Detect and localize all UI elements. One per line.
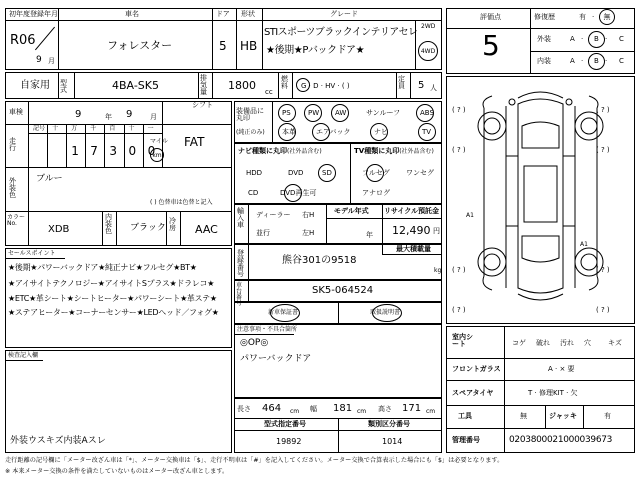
svg-text:( ? ): ( ? ) [596,146,610,154]
right-hand-label: 右H [302,211,315,219]
chassis-value: SK5-064524 [312,285,374,296]
length-label: 長さ [237,405,251,413]
recycle-value: 12,490 [392,224,431,237]
svg-text:( ? ): ( ? ) [452,146,466,154]
mileage-label: 走行 [9,137,16,152]
inspection-month: 9 [126,109,133,120]
navi-item: DVD再生可 [280,189,317,197]
mileage-digit: 0 [147,144,156,158]
grade-letter: C [619,57,624,65]
class-no-label: 類別区分番号 [368,420,410,428]
equipment-item: TV [422,128,432,136]
seat-item: 破れ [536,339,550,347]
car-name: フォレスター [107,39,173,52]
navi-item: HDD [246,169,263,177]
sales-line-1: ★後期★パワーバックドア★純正ナビ★フルセグ★BT★ [8,263,197,272]
drive-4wd-circle: 4WD [418,41,438,61]
interior-color-label: 内装色 [105,213,112,235]
color-no-label: カラー No. [7,214,26,227]
windshield-label: フロントガラス [452,365,501,373]
height-label: 高さ [378,405,392,413]
body-shape: HB [240,39,258,53]
equipment-sublabel: (純正のみ) [236,129,265,136]
mileage-scale-label: 十 [128,125,135,132]
dealer-label: ディーラー [256,211,291,219]
new-car-warranty: 新車保証書 [268,309,299,316]
tv-item: フルセグ [362,169,390,177]
reg-year: R06 [10,33,36,48]
mileage-scale-label: 記号 [33,125,46,132]
color-no: XDB [48,224,70,235]
equipment-item: ABS [420,109,434,117]
repair-label: 修復歴 [534,13,555,21]
mileage-unit-mile: マイル [150,138,168,145]
width-label: 幅 [310,405,317,413]
grade-letter: A [570,35,575,43]
inspector-label: 検査記入欄 [8,352,39,359]
grade-letter: B [594,57,599,65]
spare-label: スペアタイヤ [452,389,494,397]
mileage-digit: 1 [71,144,79,158]
int-label: 内装 [537,57,551,65]
repair-yes: 有 [579,13,586,21]
exterior-label: 外装色 [9,177,16,199]
grade-score: 5 [482,29,500,62]
grade-dot: · [581,35,584,43]
svg-text:( ? ): ( ? ) [596,266,610,274]
mileage-unit-km-circle: km [150,148,164,162]
sales-line-3: ★ETC★革シート★シートヒーター★パワーシート★革ステ★ [8,294,217,303]
inspection-label: 車検 [9,108,23,116]
diagram-mark-a1-right: A1 [580,241,588,248]
type-no: 19892 [276,437,302,446]
model-label: 型式 [60,79,67,94]
grade-letter: A [570,57,575,65]
grade-line1: STIスポーツブラックインテリアセレ [264,27,418,38]
capacity: 5 [418,80,425,91]
mileage-col-divider [85,124,86,167]
footer-line-2: ※ 本来メーター交換の条件を満たしていないものはメーター改ざん車とします。 [5,468,229,475]
recycle-label: リサイクル預託金 [384,207,440,215]
shift-value: FAT [184,135,205,149]
inspection-year: 9 [75,109,82,120]
mileage-scale-label: 一 [147,125,154,132]
length-value: 464 [262,403,282,414]
car-diagram [446,76,635,324]
equipment-item: 本革 [282,128,296,136]
first-reg-label: 初年度登録年月 [9,10,58,18]
interior-color: ブラック [130,223,166,233]
shape-label: 形状 [241,10,255,18]
svg-text:( ? ): ( ? ) [452,106,466,114]
mileage-col-divider [104,124,105,167]
mileage-scale-label: 万 [71,125,78,132]
drive-2wd: 2WD [421,23,436,30]
tv-item: アナログ [362,189,390,197]
length-unit: cm [290,408,300,415]
height-value: 171 [402,403,422,414]
seat-item: キズ [608,339,622,347]
ac-value: AAC [195,223,218,236]
grade-line2: ★後期★Pバックドア★ [266,45,365,56]
inspection-month-unit: 月 [150,113,157,121]
model-code: 4BA-SK5 [112,79,159,92]
tv-item: ワンセグ [406,169,434,177]
max-load-unit: kg [434,267,442,274]
chassis-label: 車台番号 [236,282,243,307]
mgmt-label: 管理番号 [452,436,480,444]
displacement-label: 排気量 [200,74,207,96]
max-load-label: 最大積載量 [396,245,431,253]
reg-month-unit: 月 [48,57,55,65]
navi-title: ナビ種類に丸印(社外品含む) [238,147,322,155]
recycle-unit: 円 [433,227,440,235]
notes-label: 注意事項・不具合箇所 [237,326,298,333]
svg-text:( ? ): ( ? ) [452,306,466,314]
capacity-unit: 人 [430,84,437,92]
class-no: 1014 [382,437,403,446]
ac-label: 冷房 [169,217,176,232]
mgmt-no: 0203800021000039673 [509,435,613,445]
mileage-digit: 0 [128,144,137,158]
mileage-digit: 7 [90,144,98,158]
model-year-value: 年 [366,231,373,239]
grade-score-label: 評価点 [480,13,501,21]
exterior-note: ( ) 色替車は色替と記入 [150,199,213,206]
mileage-scale-label: 千 [90,125,97,132]
parallel-label: 並行 [256,229,270,237]
footer-line-1: 走行距離の記号欄に「メーター改ざん車は「*」、メーター交換車は「$」、走行不明車は「#」を記入してください。メーター交換で合算表示した場合にも「$」は必要となります。 [5,457,504,464]
mileage-col-divider [47,124,48,167]
notes-line-2: パワーバックドア [240,354,312,364]
diagram-mark-a1-left: A1 [466,212,474,219]
tv-title: TV種類に丸印(社外品含む) [354,147,434,155]
seat-item: 汚れ [560,339,574,347]
grade-letter: C [619,35,624,43]
repair-no-circle: 無 [599,9,615,25]
spare-items: T · 修理KIT · 欠 [528,389,578,397]
sales-line-2: ★アイサイトテクノロジー★アイサイトSプラス★ドラレコ★ [8,279,215,288]
jack-label: ジャッキ [549,412,577,420]
inspector-text: 外装ウスキズ内装Aスレ [10,436,106,446]
navi-item: SD [322,169,332,177]
type-no-label: 型式指定番号 [264,420,306,428]
exterior-color: ブルー [36,174,63,184]
tools-value: 無 [520,412,527,420]
grade-dot: · [605,35,608,43]
cc-unit: cc [265,88,273,96]
height-unit: cm [426,408,436,415]
inspection-year-unit: 年 [105,113,112,121]
left-hand-label: 左H [302,229,315,237]
equipment-label: 装備品に丸印 [236,107,264,122]
svg-text:( ? ): ( ? ) [452,266,466,274]
mileage-digit: 3 [109,144,118,158]
car-name-label: 車名 [125,10,139,18]
mileage-col-divider [124,124,125,167]
svg-text:( ? ): ( ? ) [596,306,610,314]
seat-item: 穴 [584,339,591,347]
import-label: 輸入車 [237,207,244,229]
tools-label: 工具 [458,412,472,420]
navi-item: DVD [288,169,304,177]
reg-month: 9 [36,55,42,65]
grade-dot: · [605,57,608,65]
fuel-label: 燃料 [281,75,288,90]
interior-seat-label: 室内シート [452,333,473,348]
registration-value: 熊谷301の9518 [282,255,357,266]
model-year-label: モデル年式 [334,207,369,215]
notes-line-1: ◎OP◎ [240,338,269,348]
manual-label: 取扱説明書 [370,309,401,316]
usage: 自家用 [20,80,50,91]
fuel-selected-circle [296,78,310,92]
mileage-col-divider [66,124,67,167]
width-value: 181 [333,403,353,414]
width-unit: cm [357,408,367,415]
equipment-item: AW [335,109,347,117]
shift-label: シフト [192,101,213,109]
ext-label: 外装 [537,35,551,43]
seat-item: コゲ [512,339,526,347]
grade-dot: · [581,57,584,65]
displacement: 1800 [228,79,256,92]
capacity-label: 定員 [398,75,405,90]
equipment-item: PW [308,109,320,117]
equipment-item: ナビ [374,128,388,136]
svg-text:( ? ): ( ? ) [596,106,610,114]
door-count: 5 [219,39,227,53]
mileage-scale-label: 十 [52,125,59,132]
navi-item: CD [248,189,259,197]
equipment-item: サンルーフ [366,109,401,117]
door-label: ドア [216,10,230,18]
equipment-item: エアバック [316,128,351,136]
fuel-options: G · D · HV · ( ) [301,82,350,90]
grade-label: グレード [330,10,358,18]
mileage-col-divider [143,124,144,167]
jack-value: 有 [604,412,611,420]
equipment-item: PS [282,109,291,117]
grade-letter: B [594,35,599,43]
windshield-items: A · × 要 [548,365,575,373]
sales-line-4: ★ステアヒーター★コーナーセンサー★LEDヘッド／フォグ★ [8,308,219,317]
mileage-scale-label: 百 [109,125,116,132]
sales-points-label: セールスポイント [8,250,56,257]
registration-label: 登録番号 [237,249,244,278]
